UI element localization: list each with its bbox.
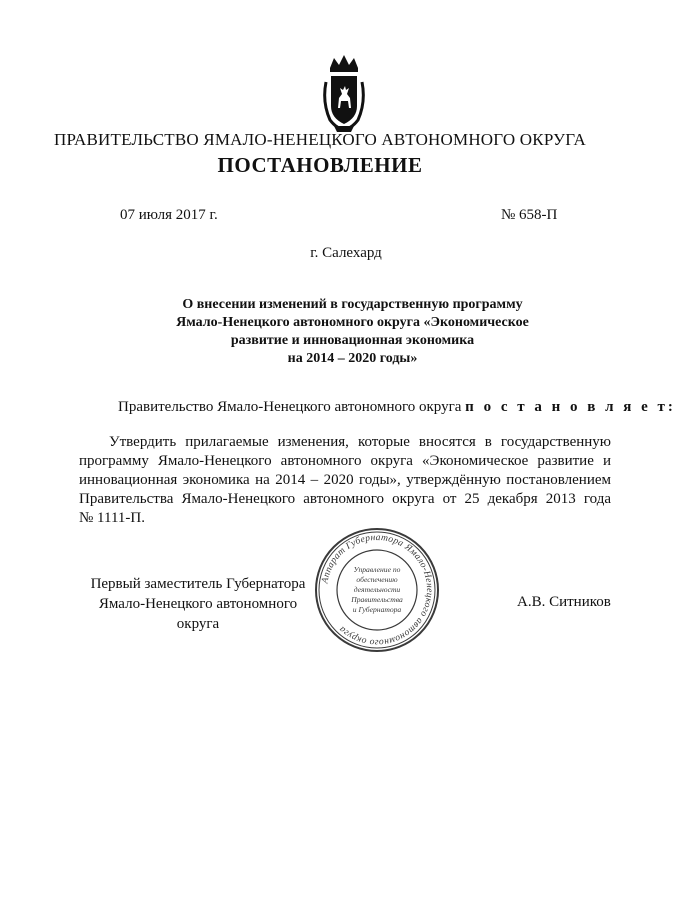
body-line: № 1111-П. [79, 510, 145, 526]
body-line: Утвердить прилагаемые изменения, которые вносятся в государственную [109, 434, 611, 450]
decree-subject: Правительство Ямало-Ненецкого автономного округа [118, 399, 462, 415]
signer-position-line: Первый заместитель Губернатора [90, 576, 306, 592]
title-line: Ямало-Ненецкого автономного округа «Экономическое [176, 315, 529, 330]
stamp-line: и Губернатора [352, 605, 402, 614]
title-line: на 2014 – 2020 годы» [287, 351, 418, 366]
decree-verb: п о с т а н о в л я е т: [465, 399, 676, 415]
document-date: 07 июля 2017 г. [120, 207, 218, 223]
document-type: ПОСТАНОВЛЕНИЕ [217, 153, 423, 177]
document-city: г. Салехард [310, 245, 382, 261]
organization-name: ПРАВИТЕЛЬСТВО ЯМАЛО-НЕНЕЦКОГО АВТОНОМНОГО ОКРУГА [54, 130, 586, 149]
document-title [120, 296, 585, 368]
body-line: инновационная экономика на 2014 – 2020 годы», утверждённую постановлением [79, 472, 611, 488]
stamp-line: обеспечению [356, 575, 398, 584]
body-line: программу Ямало-Ненецкого автономного округа «Экономическое развитие и [79, 453, 611, 469]
coat-of-arms-icon [320, 52, 368, 136]
stamp-line: Правительства [351, 595, 403, 604]
title-line: О внесении изменений в государственную программу [182, 297, 523, 312]
signer-position-line: Ямало-Ненецкого автономного округа [98, 596, 298, 632]
signer-position [80, 574, 316, 634]
official-stamp [313, 526, 441, 654]
body-line: Правительства Ямало-Ненецкого автономного округа от 25 декабря 2013 года [79, 491, 611, 507]
decree-body [79, 433, 611, 528]
stamp-ring-text: Аппарат Губернатора Ямало-Ненецкого автономного округа [320, 532, 435, 648]
document-number: № 658-П [501, 207, 558, 223]
title-line: развитие и инновационная экономика [230, 333, 475, 348]
decree-statement [118, 399, 676, 416]
stamp-line: Управление по [353, 565, 401, 574]
signer-name: А.В. Ситников [517, 594, 611, 610]
stamp-line: деятельности [353, 585, 401, 594]
